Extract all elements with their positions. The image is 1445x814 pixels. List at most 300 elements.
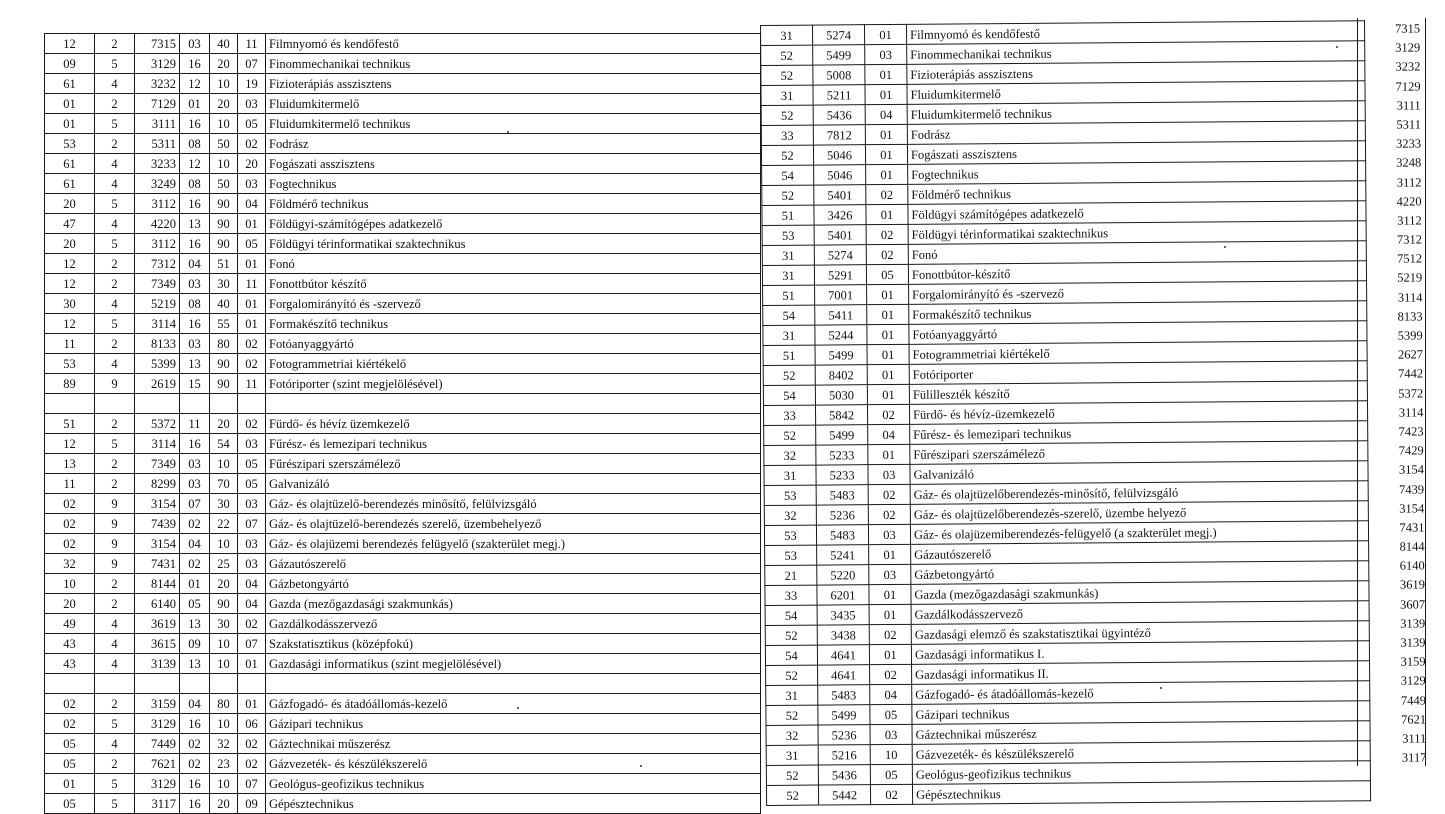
right-level-code-cell: 32 bbox=[764, 445, 816, 465]
table-row bbox=[45, 694, 761, 714]
right-seq-code-cell: 01 bbox=[865, 124, 907, 144]
left-level-code-cell: 2 bbox=[95, 274, 135, 294]
left-feor-code-cell: 5399 bbox=[135, 354, 180, 374]
left-seq-code-cell: 04 bbox=[238, 574, 266, 594]
table-row bbox=[45, 94, 761, 114]
left-seq-code-cell: 11 bbox=[238, 374, 266, 394]
right-occupation-name-cell: Földmérő technikus bbox=[908, 181, 1366, 205]
right-occupation-name-cell: Gazdasági elemző és szakstatisztikai ügyintéző bbox=[911, 621, 1369, 645]
left-level-code-cell bbox=[95, 674, 135, 694]
right-okj-code-cell: 5236 bbox=[818, 725, 870, 745]
feor-code-value: 7621 bbox=[1401, 712, 1427, 727]
right-seq-code-cell: 04 bbox=[870, 684, 912, 704]
left-level-code-cell: 2 bbox=[95, 334, 135, 354]
feor-code-value: 3111 bbox=[1402, 731, 1427, 746]
right-okj-code-cell: 5499 bbox=[815, 345, 867, 365]
left-seq-code-cell: 07 bbox=[238, 514, 266, 534]
table-row bbox=[45, 654, 761, 674]
left-group-code-cell: 43 bbox=[45, 634, 95, 654]
right-occupation-name-cell: Fűrész- és lemezipari technikus bbox=[910, 421, 1368, 445]
right-occupation-name-cell: Fotóanyaggyártó bbox=[909, 321, 1367, 345]
right-level-code-cell: 52 bbox=[766, 765, 818, 785]
left-sub-code-cell: 40 bbox=[210, 34, 238, 54]
right-okj-code-cell: 5499 bbox=[816, 425, 868, 445]
left-occupation-name-cell: Fűrész- és lemezipari technikus bbox=[266, 434, 761, 454]
table-row bbox=[45, 414, 761, 434]
left-field-code-cell: 16 bbox=[180, 774, 210, 794]
left-feor-code-cell: 3232 bbox=[135, 74, 180, 94]
left-level-code-cell: 2 bbox=[95, 754, 135, 774]
left-feor-code-cell: 3619 bbox=[135, 614, 180, 634]
scan-speck bbox=[1336, 46, 1338, 48]
left-feor-code-cell: 7129 bbox=[135, 94, 180, 114]
right-okj-code-cell: 5436 bbox=[818, 765, 870, 785]
right-okj-code-cell: 5291 bbox=[814, 265, 866, 285]
left-group-code-cell: 12 bbox=[45, 274, 95, 294]
feor-code-value: 3114 bbox=[1398, 405, 1424, 420]
right-level-code-cell: 54 bbox=[765, 605, 817, 625]
right-seq-code-cell: 03 bbox=[870, 724, 912, 744]
left-feor-code-cell: 5311 bbox=[135, 134, 180, 154]
left-occupation-name-cell: Földügyi térinformatikai szaktechnikus bbox=[266, 234, 761, 254]
feor-code-value: 4220 bbox=[1396, 194, 1422, 209]
feor-code-value: 3154 bbox=[1399, 501, 1425, 516]
left-field-code-cell: 11 bbox=[180, 414, 210, 434]
left-group-code-cell: 20 bbox=[45, 594, 95, 614]
left-group-code-cell: 53 bbox=[45, 134, 95, 154]
left-group-code-cell: 12 bbox=[45, 254, 95, 274]
left-occupation-name-cell: Gáztechnikai műszerész bbox=[266, 734, 761, 754]
left-level-code-cell: 4 bbox=[95, 74, 135, 94]
feor-code-value: 7129 bbox=[1395, 79, 1421, 94]
scan-speck bbox=[640, 765, 642, 767]
left-level-code-cell: 2 bbox=[95, 134, 135, 154]
left-seq-code-cell: 03 bbox=[238, 434, 266, 454]
left-field-code-cell: 16 bbox=[180, 114, 210, 134]
left-sub-code-cell: 30 bbox=[210, 614, 238, 634]
table-row bbox=[45, 154, 761, 174]
left-occupation-name-cell: Fodrász bbox=[266, 134, 761, 154]
left-seq-code-cell: 05 bbox=[238, 454, 266, 474]
left-feor-code-cell: 7315 bbox=[135, 34, 180, 54]
left-group-code-cell: 02 bbox=[45, 534, 95, 554]
left-occupation-name-cell: Forgalomirányító és -szervező bbox=[266, 294, 761, 314]
scan-speck bbox=[517, 707, 519, 709]
right-okj-code-cell: 4641 bbox=[817, 645, 869, 665]
left-feor-code-cell: 8299 bbox=[135, 474, 180, 494]
right-occupation-name-cell: Fluidumkitermelő technikus bbox=[907, 101, 1365, 125]
left-group-code-cell: 20 bbox=[45, 234, 95, 254]
feor-code-value: 3607 bbox=[1400, 597, 1426, 612]
left-sub-code-cell: 10 bbox=[210, 634, 238, 654]
right-okj-code-cell: 5046 bbox=[814, 165, 866, 185]
left-seq-code-cell: 01 bbox=[238, 294, 266, 314]
left-level-code-cell: 5 bbox=[95, 434, 135, 454]
left-sub-code-cell bbox=[210, 394, 238, 414]
left-sub-code-cell: 10 bbox=[210, 714, 238, 734]
feor-code-value: 3112 bbox=[1396, 174, 1422, 190]
table-row bbox=[45, 74, 761, 94]
feor-code-value: 3232 bbox=[1395, 59, 1421, 75]
left-group-code-cell: 12 bbox=[45, 314, 95, 334]
left-group-code-cell: 61 bbox=[45, 74, 95, 94]
right-okj-code-cell: 5401 bbox=[814, 185, 866, 205]
table-row bbox=[45, 54, 761, 74]
left-sub-code-cell: 50 bbox=[210, 174, 238, 194]
right-occupation-name-cell: Fülilleszték készítő bbox=[909, 381, 1367, 405]
left-occupation-name-cell: Gazdasági informatikus (szint megjelölésével) bbox=[266, 654, 761, 674]
left-group-code-cell: 05 bbox=[45, 794, 95, 814]
table-row bbox=[45, 754, 761, 774]
left-seq-code-cell: 04 bbox=[238, 194, 266, 214]
right-occupation-name-cell: Gazdasági informatikus I. bbox=[911, 641, 1369, 665]
left-field-code-cell: 04 bbox=[180, 694, 210, 714]
left-seq-code-cell: 05 bbox=[238, 474, 266, 494]
left-group-code-cell: 01 bbox=[45, 94, 95, 114]
left-sub-code-cell: 10 bbox=[210, 114, 238, 134]
feor-code-value: 3139 bbox=[1400, 635, 1426, 650]
left-field-code-cell: 02 bbox=[180, 514, 210, 534]
left-occupation-name-cell: Fürdő- és hévíz üzemkezelő bbox=[266, 414, 761, 434]
left-level-code-cell: 5 bbox=[95, 714, 135, 734]
right-okj-code-cell: 7812 bbox=[813, 125, 865, 145]
right-seq-code-cell: 05 bbox=[870, 764, 912, 784]
right-seq-code-cell: 02 bbox=[868, 484, 910, 504]
left-occupation-name-cell: Fotóanyaggyártó bbox=[266, 334, 761, 354]
feor-code-value: 3154 bbox=[1398, 462, 1424, 477]
scan-speck bbox=[1160, 687, 1162, 689]
right-level-code-cell: 33 bbox=[765, 585, 817, 605]
feor-code-value: 3112 bbox=[1397, 213, 1422, 228]
left-sub-code-cell: 20 bbox=[210, 94, 238, 114]
right-occupation-name-cell: Fogtechnikus bbox=[908, 161, 1366, 185]
left-field-code-cell: 12 bbox=[180, 154, 210, 174]
right-seq-code-cell: 01 bbox=[865, 24, 907, 44]
left-level-code-cell: 5 bbox=[95, 774, 135, 794]
right-seq-code-cell: 02 bbox=[870, 664, 912, 684]
right-level-code-cell: 31 bbox=[766, 745, 818, 765]
scan-speck bbox=[507, 131, 509, 133]
right-occupation-name-cell: Gáz- és olajtüzelőberendezés-szerelő, üzembe helyező bbox=[910, 501, 1368, 525]
right-level-code-cell: 54 bbox=[765, 645, 817, 665]
table-row bbox=[45, 554, 761, 574]
right-level-code-cell: 53 bbox=[765, 545, 817, 565]
left-group-code-cell: 10 bbox=[45, 574, 95, 594]
right-okj-code-cell: 5241 bbox=[817, 545, 869, 565]
feor-code-value: 7442 bbox=[1398, 366, 1424, 382]
left-occupation-name-cell: Gáz- és olajtüzelő-berendezés minősítő, felülvizsgáló bbox=[266, 494, 761, 514]
left-sub-code-cell: 54 bbox=[210, 434, 238, 454]
left-sub-code-cell: 25 bbox=[210, 554, 238, 574]
right-level-code-cell: 32 bbox=[764, 505, 816, 525]
right-level-code-cell: 52 bbox=[766, 705, 818, 725]
left-level-code-cell: 4 bbox=[95, 634, 135, 654]
left-level-code-cell: 2 bbox=[95, 414, 135, 434]
left-level-code-cell: 5 bbox=[95, 114, 135, 134]
table-row bbox=[45, 674, 761, 694]
left-feor-code-cell: 8133 bbox=[135, 334, 180, 354]
left-occupation-name-cell: Gázbetongyártó bbox=[266, 574, 761, 594]
right-okj-code-cell: 5274 bbox=[814, 245, 866, 265]
left-field-code-cell: 16 bbox=[180, 194, 210, 214]
left-sub-code-cell: 10 bbox=[210, 534, 238, 554]
right-level-code-cell: 52 bbox=[766, 785, 818, 805]
table-row bbox=[45, 334, 761, 354]
feor-code-value: 7512 bbox=[1397, 251, 1423, 266]
left-seq-code-cell: 07 bbox=[238, 634, 266, 654]
right-level-code-cell: 31 bbox=[763, 325, 815, 345]
right-occupation-name-cell: Gázbetongyártó bbox=[911, 561, 1369, 585]
right-occupation-name-cell: Fonó bbox=[908, 241, 1366, 265]
left-occupation-name-cell: Galvanizáló bbox=[266, 474, 761, 494]
feor-code-value: 5399 bbox=[1397, 328, 1423, 343]
left-group-code-cell: 02 bbox=[45, 714, 95, 734]
table-row bbox=[45, 174, 761, 194]
right-seq-code-cell: 01 bbox=[865, 64, 907, 84]
left-level-code-cell: 2 bbox=[95, 454, 135, 474]
left-sub-code-cell: 10 bbox=[210, 774, 238, 794]
right-level-code-cell: 52 bbox=[761, 65, 813, 85]
left-feor-code-cell: 7621 bbox=[135, 754, 180, 774]
left-sub-code-cell: 20 bbox=[210, 574, 238, 594]
table-row bbox=[766, 781, 1370, 806]
right-seq-code-cell: 05 bbox=[870, 704, 912, 724]
table-row bbox=[45, 374, 761, 394]
right-occupation-name-cell: Geológus-geofizikus technikus bbox=[912, 761, 1370, 785]
right-okj-code-cell: 5499 bbox=[818, 705, 870, 725]
left-feor-code-cell: 7349 bbox=[135, 274, 180, 294]
right-level-code-cell: 52 bbox=[763, 365, 815, 385]
left-level-code-cell: 4 bbox=[95, 654, 135, 674]
left-feor-code-cell: 3111 bbox=[135, 114, 180, 134]
right-occupation-name-cell: Fürdő- és hévíz-üzemkezelő bbox=[909, 401, 1367, 425]
left-field-code-cell: 03 bbox=[180, 454, 210, 474]
table-row bbox=[45, 234, 761, 254]
table-row bbox=[45, 214, 761, 234]
left-feor-code-cell: 8144 bbox=[135, 574, 180, 594]
right-occupation-name-cell: Fogászati asszisztens bbox=[907, 141, 1365, 165]
left-level-code-cell: 9 bbox=[95, 494, 135, 514]
left-level-code-cell: 4 bbox=[95, 734, 135, 754]
left-sub-code-cell: 10 bbox=[210, 454, 238, 474]
right-occupation-name-cell: Gáztechnikai műszerész bbox=[912, 721, 1370, 745]
right-level-code-cell: 33 bbox=[761, 125, 813, 145]
left-seq-code-cell: 19 bbox=[238, 74, 266, 94]
left-field-code-cell: 03 bbox=[180, 334, 210, 354]
left-feor-code-cell: 3112 bbox=[135, 234, 180, 254]
right-okj-code-cell: 5233 bbox=[816, 465, 868, 485]
right-seq-code-cell: 02 bbox=[868, 504, 910, 524]
right-seq-code-cell: 02 bbox=[870, 784, 912, 804]
left-occupation-name-cell: Formakészítő technikus bbox=[266, 314, 761, 334]
left-level-code-cell bbox=[95, 394, 135, 414]
left-group-code-cell: 30 bbox=[45, 294, 95, 314]
left-seq-code-cell: 01 bbox=[238, 654, 266, 674]
right-occupation-name-cell: Gázfogadó- és átadóállomás-kezelő bbox=[912, 681, 1370, 705]
left-occupation-name-cell: Fűrészipari szerszámélező bbox=[266, 454, 761, 474]
right-level-code-cell: 31 bbox=[764, 465, 816, 485]
left-field-code-cell: 03 bbox=[180, 34, 210, 54]
left-occupation-name-cell: Fonó bbox=[266, 254, 761, 274]
right-okj-code-cell: 5401 bbox=[814, 225, 866, 245]
left-field-code-cell: 07 bbox=[180, 494, 210, 514]
right-level-code-cell: 52 bbox=[762, 185, 814, 205]
table-row bbox=[45, 274, 761, 294]
right-seq-code-cell: 01 bbox=[865, 84, 907, 104]
left-seq-code-cell: 02 bbox=[238, 414, 266, 434]
right-seq-code-cell: 01 bbox=[865, 144, 907, 164]
left-level-code-cell: 4 bbox=[95, 354, 135, 374]
right-level-code-cell: 51 bbox=[763, 285, 815, 305]
left-sub-code-cell: 80 bbox=[210, 334, 238, 354]
left-occupation-name-cell: Fotóriporter (szint megjelölésével) bbox=[266, 374, 761, 394]
left-feor-code-cell: 7439 bbox=[135, 514, 180, 534]
left-group-code-cell bbox=[45, 674, 95, 694]
left-seq-code-cell: 03 bbox=[238, 174, 266, 194]
left-seq-code-cell bbox=[238, 674, 266, 694]
left-occupation-table bbox=[44, 33, 761, 814]
left-occupation-name-cell: Fonottbútor készítő bbox=[266, 274, 761, 294]
right-occupation-name-cell: Fodrász bbox=[907, 121, 1365, 145]
right-seq-code-cell: 01 bbox=[869, 584, 911, 604]
left-group-code-cell: 89 bbox=[45, 374, 95, 394]
left-seq-code-cell: 01 bbox=[238, 254, 266, 274]
left-sub-code-cell: 40 bbox=[210, 294, 238, 314]
right-occupation-name-cell: Fonottbútor-készítő bbox=[908, 261, 1366, 285]
left-seq-code-cell: 02 bbox=[238, 354, 266, 374]
feor-code-value: 7429 bbox=[1398, 443, 1424, 458]
left-sub-code-cell: 30 bbox=[210, 274, 238, 294]
left-group-code-cell: 11 bbox=[45, 474, 95, 494]
left-feor-code-cell: 7431 bbox=[135, 554, 180, 574]
left-feor-code-cell: 6140 bbox=[135, 594, 180, 614]
right-occupation-name-cell: Galvanizáló bbox=[910, 461, 1368, 485]
right-level-code-cell: 53 bbox=[762, 225, 814, 245]
feor-code-value: 8144 bbox=[1399, 539, 1425, 554]
left-feor-code-cell: 3159 bbox=[135, 694, 180, 714]
left-occupation-name-cell: Gáz- és olajüzemi berendezés felügyelő (szakterület megj.) bbox=[266, 534, 761, 554]
table-row bbox=[45, 794, 761, 814]
right-level-code-cell: 33 bbox=[763, 405, 815, 425]
left-sub-code-cell: 10 bbox=[210, 74, 238, 94]
left-level-code-cell: 2 bbox=[95, 574, 135, 594]
left-sub-code-cell: 90 bbox=[210, 594, 238, 614]
left-seq-code-cell: 03 bbox=[238, 554, 266, 574]
left-field-code-cell: 08 bbox=[180, 294, 210, 314]
left-occupation-name-cell: Gazdálkodásszervező bbox=[266, 614, 761, 634]
right-okj-code-cell: 5483 bbox=[816, 485, 868, 505]
left-sub-code-cell: 55 bbox=[210, 314, 238, 334]
left-group-code-cell: 11 bbox=[45, 334, 95, 354]
left-feor-code-cell: 3154 bbox=[135, 534, 180, 554]
left-field-code-cell: 12 bbox=[180, 74, 210, 94]
right-okj-code-cell: 5236 bbox=[816, 505, 868, 525]
right-occupation-name-cell: Formakészítő technikus bbox=[909, 301, 1367, 325]
left-occupation-name-cell: Finommechanikai technikus bbox=[266, 54, 761, 74]
left-field-code-cell: 13 bbox=[180, 614, 210, 634]
right-occupation-name-cell: Földügyi számítógépes adatkezelő bbox=[908, 201, 1366, 225]
left-sub-code-cell: 90 bbox=[210, 214, 238, 234]
table-row bbox=[45, 614, 761, 634]
right-seq-code-cell: 03 bbox=[865, 44, 907, 64]
left-field-code-cell: 02 bbox=[180, 554, 210, 574]
right-okj-code-cell: 5046 bbox=[813, 145, 865, 165]
left-seq-code-cell: 04 bbox=[238, 594, 266, 614]
left-sub-code-cell: 20 bbox=[210, 54, 238, 74]
left-feor-code-cell: 3154 bbox=[135, 494, 180, 514]
left-field-code-cell: 15 bbox=[180, 374, 210, 394]
left-group-code-cell: 43 bbox=[45, 654, 95, 674]
table-row bbox=[45, 194, 761, 214]
left-field-code-cell: 08 bbox=[180, 134, 210, 154]
left-level-code-cell: 9 bbox=[95, 514, 135, 534]
table-row bbox=[45, 474, 761, 494]
left-field-code-cell: 08 bbox=[180, 174, 210, 194]
left-sub-code-cell bbox=[210, 674, 238, 694]
left-table-body bbox=[45, 34, 761, 814]
left-seq-code-cell: 05 bbox=[238, 234, 266, 254]
right-seq-code-cell: 01 bbox=[867, 384, 909, 404]
left-group-code-cell bbox=[45, 394, 95, 414]
left-sub-code-cell: 90 bbox=[210, 234, 238, 254]
codes-column bbox=[1358, 19, 1431, 768]
left-sub-code-cell: 51 bbox=[210, 254, 238, 274]
left-seq-code-cell: 02 bbox=[238, 734, 266, 754]
right-seq-code-cell: 03 bbox=[868, 524, 910, 544]
left-group-code-cell: 05 bbox=[45, 754, 95, 774]
right-occupation-name-cell: Fotóriporter bbox=[909, 361, 1367, 385]
table-row bbox=[45, 534, 761, 554]
right-okj-code-cell: 3435 bbox=[817, 605, 869, 625]
left-feor-code-cell: 3139 bbox=[135, 654, 180, 674]
left-group-code-cell: 12 bbox=[45, 434, 95, 454]
left-sub-code-cell: 32 bbox=[210, 734, 238, 754]
feor-code-value: 6140 bbox=[1399, 558, 1425, 573]
left-seq-code-cell: 07 bbox=[238, 54, 266, 74]
left-feor-code-cell: 3615 bbox=[135, 634, 180, 654]
left-occupation-name-cell: Gázfogadó- és átadóállomás-kezelő bbox=[266, 694, 761, 714]
table-row bbox=[45, 294, 761, 314]
left-seq-code-cell: 02 bbox=[238, 614, 266, 634]
right-occupation-name-cell: Forgalomirányító és -szervező bbox=[909, 281, 1367, 305]
right-occupation-name-cell: Gázipari technikus bbox=[912, 701, 1370, 725]
left-field-code-cell: 16 bbox=[180, 434, 210, 454]
feor-code-value: 3111 bbox=[1396, 98, 1421, 113]
left-group-code-cell: 01 bbox=[45, 774, 95, 794]
left-group-code-cell: 32 bbox=[45, 554, 95, 574]
left-sub-code-cell: 22 bbox=[210, 514, 238, 534]
table-row bbox=[45, 734, 761, 754]
right-okj-code-cell: 5220 bbox=[817, 565, 869, 585]
left-group-code-cell: 49 bbox=[45, 614, 95, 634]
right-okj-code-cell: 6201 bbox=[817, 585, 869, 605]
left-level-code-cell: 4 bbox=[95, 614, 135, 634]
right-occupation-name-cell: Gázvezeték- és készülékszerelő bbox=[912, 741, 1370, 765]
left-feor-code-cell: 3249 bbox=[135, 174, 180, 194]
left-seq-code-cell: 02 bbox=[238, 754, 266, 774]
left-field-code-cell: 04 bbox=[180, 254, 210, 274]
left-seq-code-cell: 11 bbox=[238, 274, 266, 294]
right-okj-code-cell: 5216 bbox=[818, 745, 870, 765]
left-level-code-cell: 5 bbox=[95, 794, 135, 814]
feor-code-value: 7315 bbox=[1395, 21, 1421, 36]
left-seq-code-cell: 05 bbox=[238, 114, 266, 134]
table-row bbox=[45, 634, 761, 654]
left-feor-code-cell: 3112 bbox=[135, 194, 180, 214]
left-seq-code-cell: 01 bbox=[238, 214, 266, 234]
table-row bbox=[45, 34, 761, 54]
table-row bbox=[45, 494, 761, 514]
